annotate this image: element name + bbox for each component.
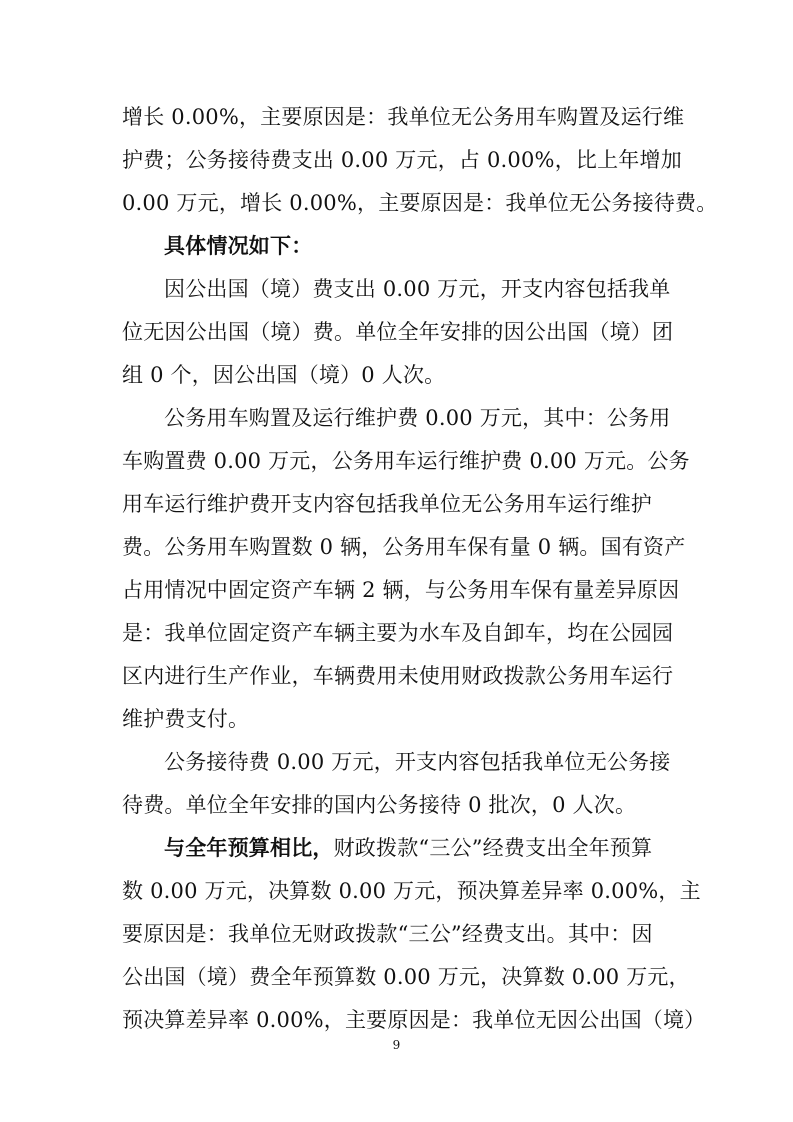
- paragraph-line-with-lead: [164, 834, 675, 862]
- paragraph-line: 区内进行生产作业，车辆费用未使用财政拨款公务用车运行: [122, 664, 674, 688]
- section-heading: 具体情况如下：: [164, 234, 313, 258]
- paragraph-line: 公务接待费 0.00 万元，开支内容包括我单位无公务接: [164, 750, 671, 774]
- paragraph-line: 0.00 万元，增长 0.00%，主要原因是：我单位无公务接待费。: [122, 191, 718, 215]
- paragraph-line: 位无因公出国（境）费。单位全年安排的因公出国（境）团: [122, 320, 674, 344]
- paragraph-line: 护费；公务接待费支出 0.00 万元，占 0.00%，比上年增加: [122, 148, 682, 172]
- paragraph-line: 公出国（境）费全年预算数 0.00 万元，决算数 0.00 万元，: [122, 965, 690, 989]
- page-number: 9: [392, 1038, 401, 1052]
- paragraph-line: 要原因是：我单位无财政拨款“三公”经费支出。其中：因: [122, 922, 653, 946]
- paragraph-line: 待费。单位全年安排的国内公务接待 0 批次，0 人次。: [122, 793, 637, 817]
- paragraph-line: 费。公务用车购置数 0 辆，公务用车保有量 0 辆。国有资产: [122, 535, 686, 559]
- paragraph-line: 用车运行维护费开支内容包括我单位无公务用车运行维护: [122, 492, 652, 516]
- paragraph-line: 因公出国（境）费支出 0.00 万元，开支内容包括我单: [164, 277, 671, 301]
- paragraph-line: 维护费支付。: [122, 707, 250, 731]
- bold-lead-text: 与全年预算相比，: [164, 836, 334, 860]
- paragraph-line: 组 0 个，因公出国（境）0 人次。: [122, 363, 446, 387]
- paragraph-line: 增长 0.00%，主要原因是：我单位无公务用车购置及运行维: [122, 105, 685, 129]
- paragraph-line: 预决算差异率 0.00%，主要原因是：我单位无因公出国（境）: [122, 1008, 706, 1032]
- paragraph-line-text: 财政拨款“三公”经费支出全年预算: [333, 836, 653, 860]
- paragraph-line: 车购置费 0.00 万元，公务用车运行维护费 0.00 万元。公务: [122, 449, 690, 473]
- paragraph-line: 数 0.00 万元，决算数 0.00 万元，预决算差异率 0.00%，主: [122, 879, 701, 903]
- paragraph-line: 公务用车购置及运行维护费 0.00 万元，其中：公务用: [164, 406, 671, 430]
- paragraph-line: 是：我单位固定资产车辆主要为水车及自卸车，均在公园园: [122, 621, 674, 645]
- paragraph-line: 占用情况中固定资产车辆 2 辆，与公务用车保有量差异原因: [122, 578, 680, 602]
